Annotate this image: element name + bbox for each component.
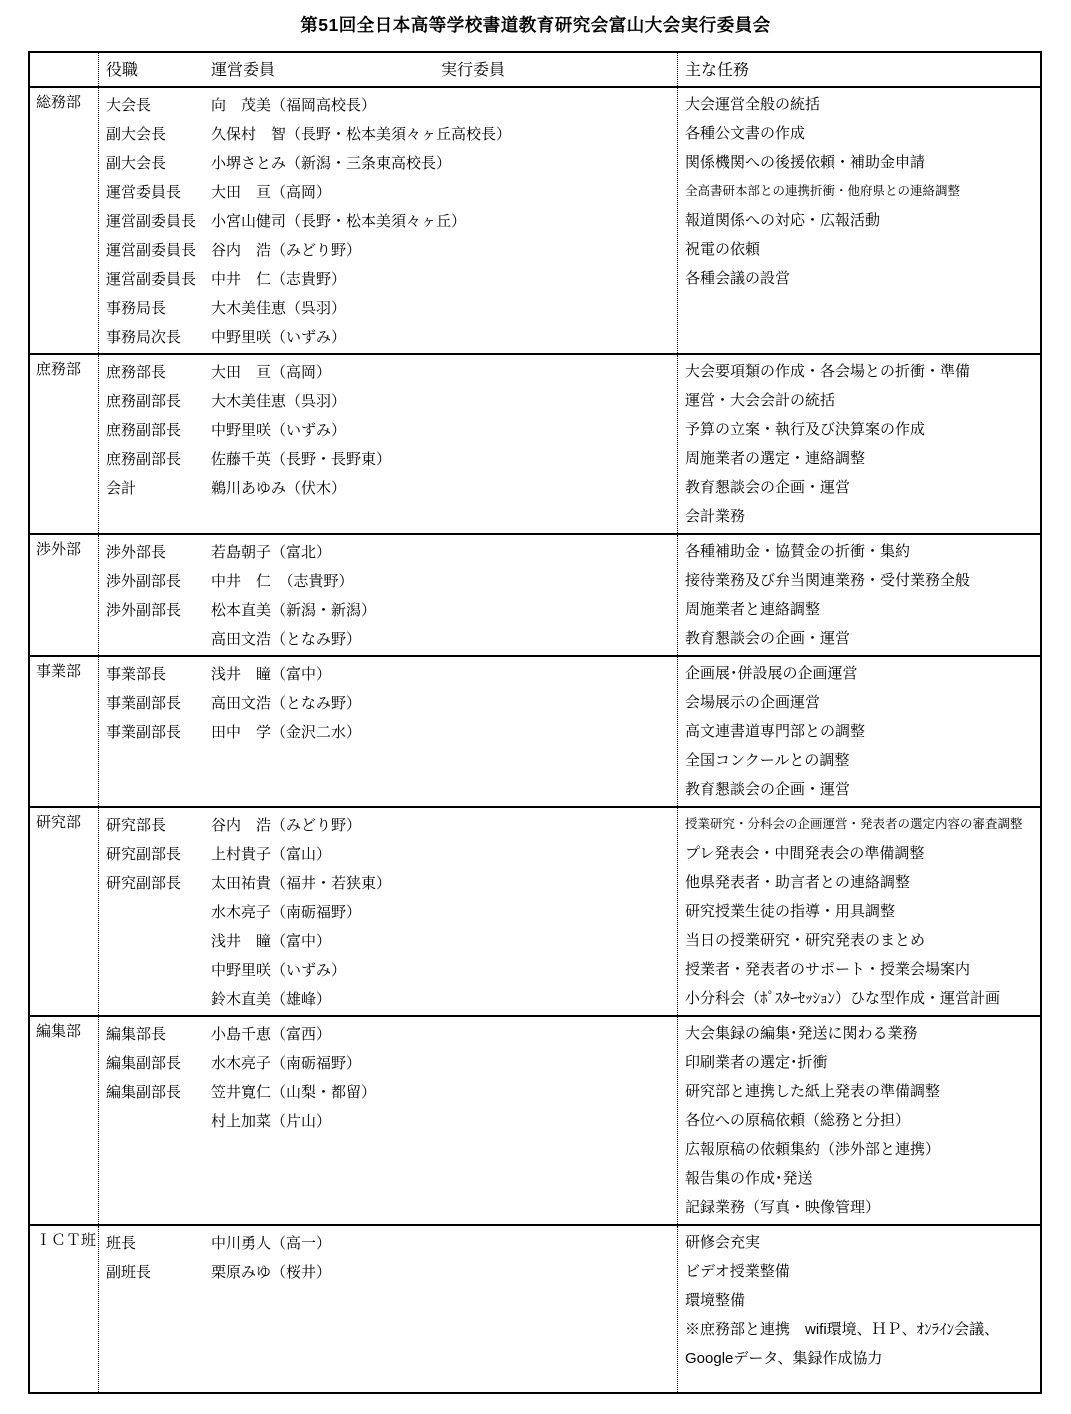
member-name: 高田文浩（となみ野） — [211, 695, 362, 712]
member-role: 副班長 — [106, 1264, 152, 1281]
duty-row: 報道関係への対応・広報活動 — [685, 212, 881, 229]
member-name: 鈴木直美（雄峰） — [211, 991, 332, 1008]
duty-row: 教育懇談会の企画・運営 — [685, 479, 851, 496]
member-role: 渉外副部長 — [106, 573, 182, 590]
duties-cell — [677, 355, 1040, 533]
duty-row: 広報原稿の依頼集約（渉外部と連携） — [685, 1141, 941, 1158]
duty-row: 当日の授業研究・研究発表のまとめ — [685, 932, 926, 949]
duty-row: 全国コンクールとの調整 — [685, 752, 850, 769]
duty-row: 教育懇談会の企画・運営 — [685, 781, 851, 798]
member-row — [106, 984, 673, 1013]
duty-row: 各位への原稿依頼（総務と分担） — [685, 1112, 911, 1129]
duty-row: 研修会充実 — [685, 1234, 761, 1251]
duties-cell — [677, 1226, 1040, 1392]
duty-row: 周施業者と連絡調整 — [685, 601, 821, 618]
member-role: 渉外部長 — [106, 544, 167, 561]
member-role: 研究部長 — [106, 817, 167, 834]
member-name: 高田文浩（となみ野） — [211, 631, 362, 648]
members-cell — [98, 88, 677, 353]
duty-row: 研究授業生徒の指導・用具調整 — [685, 903, 896, 920]
duty-row: 運営・大会会計の統括 — [685, 392, 836, 409]
members-cell — [98, 355, 677, 533]
duty-row: 企画展･併設展の企画運営 — [685, 665, 858, 682]
member-role: 庶務副部長 — [106, 422, 182, 439]
member-row — [106, 810, 673, 839]
member-name: 浅井 瞳（富中） — [211, 933, 332, 950]
duty-row: 周施業者の選定・連絡調整 — [685, 450, 866, 467]
member-role: 副大会長 — [106, 126, 167, 143]
duty-row: ビデオ授業整備 — [685, 1263, 790, 1280]
member-role: 事業副部長 — [106, 724, 182, 741]
member-row — [106, 473, 673, 502]
header-role-label: 役職 — [106, 62, 139, 79]
header-duties-label: 主な任務 — [685, 62, 750, 79]
member-name: 笠井寛仁（山梨・都留） — [211, 1084, 377, 1101]
duty-row: 全高書研本部との連携折衝・他府県との連絡調整 — [685, 184, 961, 198]
member-row — [106, 955, 673, 984]
member-name: 中野里咲（いずみ） — [211, 329, 347, 346]
member-name: 栗原みゆ（桜井） — [211, 1264, 332, 1281]
duty-row: 大会要項類の作成・各会場との折衝・準備 — [685, 363, 971, 380]
department-section — [30, 806, 1040, 1015]
department-section — [30, 1015, 1040, 1224]
member-row — [106, 624, 673, 653]
member-name: 中野里咲（いずみ） — [211, 422, 347, 439]
member-row — [106, 386, 673, 415]
member-name: 久保村 智（長野・松本美須々ヶ丘高校長） — [211, 126, 512, 143]
member-role: 運営委員長 — [106, 184, 182, 201]
member-row — [106, 897, 673, 926]
member-name: 鵜川あゆみ（伏木） — [211, 480, 347, 497]
member-role: 運営副委員長 — [106, 242, 197, 259]
member-row — [106, 659, 673, 688]
department-label: ＩＣＴ班 — [36, 1232, 97, 1249]
department-label: 渉外部 — [36, 541, 82, 558]
duties-cell — [677, 1017, 1040, 1224]
member-name: 上村貴子（富山） — [211, 846, 332, 863]
member-row — [106, 177, 673, 206]
department-label: 総務部 — [36, 94, 82, 111]
duty-row: プレ発表会・中間発表会の準備調整 — [685, 845, 925, 862]
duty-row: 接待業務及び弁当関連業務・受付業務全般 — [685, 572, 971, 589]
member-row — [106, 235, 673, 264]
member-row — [106, 868, 673, 897]
header-duties-cell — [677, 53, 1040, 86]
member-role: 編集部長 — [106, 1026, 167, 1043]
duty-row: 各種補助金・協賛金の折衝・集約 — [685, 543, 911, 560]
member-role: 大会長 — [106, 97, 152, 114]
duty-row: 授業研究・分科会の企画運営・発表者の選定内容の審査調整 — [685, 817, 1023, 831]
committee-table — [28, 51, 1042, 1394]
member-row — [106, 1106, 673, 1135]
department-section — [30, 88, 1040, 353]
member-name: 谷内 浩（みどり野） — [211, 242, 362, 259]
duties-cell — [677, 535, 1040, 655]
member-role: 研究副部長 — [106, 846, 182, 863]
member-row — [106, 688, 673, 717]
member-name: 浅井 瞳（富中） — [211, 666, 332, 683]
member-role: 事務局次長 — [106, 329, 182, 346]
member-role: 事業部長 — [106, 666, 167, 683]
table-body — [30, 88, 1040, 1392]
members-cell — [98, 657, 677, 806]
member-name: 中井 仁 （志貴野） — [211, 573, 354, 590]
member-row — [106, 148, 673, 177]
members-cell — [98, 535, 677, 655]
duty-row: 報告集の作成･発送 — [685, 1170, 813, 1187]
document-title: 第51回全日本高等学校書道教育研究会富山大会実行委員会 — [300, 15, 771, 35]
duty-row: ※庶務部と連携 wifi環境、ＨＰ、ｵﾝﾗｲﾝ会議、 — [685, 1321, 1000, 1338]
department-section — [30, 533, 1040, 655]
member-name: 佐藤千英（長野・長野東） — [211, 451, 392, 468]
member-name: 大木美佳恵（呉羽） — [211, 300, 347, 317]
duty-row: 大会運営全般の統括 — [685, 96, 821, 113]
duty-row: 関係機関への後援依頼・補助金申請 — [685, 154, 926, 171]
member-role: 副大会長 — [106, 155, 167, 172]
duty-row: 環境整備 — [685, 1292, 746, 1309]
duty-row: 大会集録の編集･発送に関わる業務 — [685, 1025, 918, 1042]
duty-row: 祝電の依頼 — [685, 241, 761, 258]
member-role: 庶務副部長 — [106, 451, 182, 468]
member-role: 編集副部長 — [106, 1055, 182, 1072]
member-row — [106, 1019, 673, 1048]
member-row — [106, 1048, 673, 1077]
duties-cell — [677, 808, 1040, 1015]
header-middle-cell — [98, 53, 677, 86]
member-role: 庶務部長 — [106, 364, 167, 381]
member-role: 研究副部長 — [106, 875, 182, 892]
header-department-cell — [30, 53, 98, 86]
department-label: 研究部 — [36, 814, 82, 831]
duty-row: 教育懇談会の企画・運営 — [685, 630, 851, 647]
duty-row: 小分科会（ﾎﾟｽﾀｰｾｯｼｮﾝ）ひな型作成・運営計画 — [685, 990, 1001, 1007]
member-row — [106, 90, 673, 119]
duty-row: 印刷業者の選定･折衝 — [685, 1054, 828, 1071]
member-role: 運営副委員長 — [106, 213, 197, 230]
member-name: 若島朝子（富北） — [211, 544, 332, 561]
duty-row: 予算の立案・執行及び決算案の作成 — [685, 421, 926, 438]
document-page — [0, 12, 1071, 1394]
member-name: 太田祐貴（福井・若狭東） — [211, 875, 392, 892]
member-row — [106, 717, 673, 746]
member-row — [106, 444, 673, 473]
duties-cell — [677, 657, 1040, 806]
members-cell — [98, 1226, 677, 1392]
member-role: 編集副部長 — [106, 1084, 182, 1101]
member-name: 水木亮子（南砺福野） — [211, 904, 362, 921]
table-header-row — [30, 53, 1040, 88]
member-row — [106, 264, 673, 293]
member-role: 庶務副部長 — [106, 393, 182, 410]
member-role: 事業副部長 — [106, 695, 182, 712]
member-row — [106, 293, 673, 322]
member-row — [106, 839, 673, 868]
member-row — [106, 1228, 673, 1257]
department-label: 事業部 — [36, 663, 82, 680]
header-steering-committee-label: 運営委員 — [211, 62, 276, 79]
member-role: 事務局長 — [106, 300, 167, 317]
member-row — [106, 537, 673, 566]
member-row — [106, 415, 673, 444]
member-row — [106, 206, 673, 235]
duty-row: 会計業務 — [685, 508, 746, 525]
member-row — [106, 322, 673, 351]
member-name: 水木亮子（南砺福野） — [211, 1055, 362, 1072]
member-role: 会計 — [106, 480, 137, 497]
member-name: 中川勇人（高一） — [211, 1235, 332, 1252]
member-role: 運営副委員長 — [106, 271, 197, 288]
duty-row: 授業者・発表者のサポート・授業会場案内 — [685, 961, 971, 978]
member-name: 大田 亘（高岡） — [211, 184, 332, 201]
duty-row: 会場展示の企画運営 — [685, 694, 821, 711]
header-executive-committee-label: 実行委員 — [441, 62, 506, 79]
member-row — [106, 119, 673, 148]
member-row — [106, 1077, 673, 1106]
member-name: 松本直美（新潟・新潟） — [211, 602, 377, 619]
duty-row: 他県発表者・助言者との連絡調整 — [685, 874, 911, 891]
department-section — [30, 353, 1040, 533]
department-section — [30, 655, 1040, 806]
member-name: 小島千恵（富西） — [211, 1026, 332, 1043]
member-name: 谷内 浩（みどり野） — [211, 817, 362, 834]
member-row — [106, 566, 673, 595]
department-section — [30, 1224, 1040, 1392]
member-name: 大木美佳恵（呉羽） — [211, 393, 347, 410]
duty-row: 各種会議の設営 — [685, 270, 791, 287]
member-name: 中野里咲（いずみ） — [211, 962, 347, 979]
member-role: 渉外副部長 — [106, 602, 182, 619]
member-name: 大田 亘（高岡） — [211, 364, 332, 381]
member-name: 田中 学（金沢二水） — [211, 724, 362, 741]
member-row — [106, 357, 673, 386]
duty-row: Googleデータ、集録作成協力 — [685, 1350, 883, 1367]
members-cell — [98, 1017, 677, 1224]
department-label: 庶務部 — [36, 361, 82, 378]
duty-row: 研究部と連携した紙上発表の準備調整 — [685, 1083, 941, 1100]
duty-row: 各種公文書の作成 — [685, 125, 806, 142]
members-cell — [98, 808, 677, 1015]
member-role: 班長 — [106, 1235, 137, 1252]
member-name: 小宮山健司（長野・松本美須々ヶ丘） — [211, 213, 467, 230]
member-row — [106, 595, 673, 624]
member-row — [106, 926, 673, 955]
member-row — [106, 1257, 673, 1286]
member-name: 中井 仁（志貴野） — [211, 271, 347, 288]
member-name: 村上加菜（片山） — [211, 1113, 332, 1130]
member-name: 小堺さとみ（新潟・三条東高校長） — [211, 155, 452, 172]
duties-cell — [677, 88, 1040, 353]
department-label: 編集部 — [36, 1023, 82, 1040]
duty-row: 記録業務（写真・映像管理） — [685, 1199, 881, 1216]
duty-row: 高文連書道専門部との調整 — [685, 723, 866, 740]
member-name: 向 茂美（福岡高校長） — [211, 97, 377, 114]
